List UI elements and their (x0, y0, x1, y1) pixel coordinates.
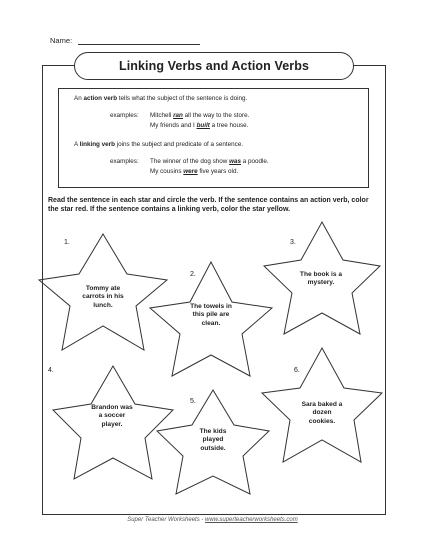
star-number: 2. (190, 271, 196, 278)
example-text: Mitchell (150, 112, 174, 119)
star-number: 6. (294, 367, 300, 374)
definition-text: tells what the subject of the sentence is doing. (117, 95, 248, 102)
definition-text: A (74, 141, 80, 148)
action-examples-label: examples: (110, 112, 139, 119)
example-text: The winner of the dog show (150, 158, 230, 165)
star-number: 3. (290, 239, 296, 246)
footer-link[interactable]: www.superteacherworksheets.com (205, 517, 298, 523)
star-sentence: Tommy ate carrots in his lunch. (82, 285, 124, 309)
star-sentence: The kids played outside. (199, 428, 227, 452)
definition-text: joins the subject and predicate of a sentence. (114, 141, 244, 148)
example-text: a poodle. (241, 158, 269, 165)
star-number: 1. (64, 239, 70, 246)
example-text: My friends and I (150, 122, 197, 129)
example-verb: were (183, 168, 198, 175)
footer (0, 517, 425, 523)
linking-examples-label: examples: (110, 158, 139, 165)
linking-verb-term: linking verb (79, 141, 115, 148)
star-sentence: The towels in this pile are clean. (190, 303, 232, 327)
example-verb: ran (173, 112, 183, 119)
footer-separator: - (199, 517, 206, 523)
definition-text: An (74, 95, 84, 102)
star-number: 5. (190, 398, 196, 405)
action-verb-term: action verb (83, 95, 118, 102)
star-sentence: Brandon was a soccer player. (91, 404, 133, 428)
worksheet-title: Linking Verbs and Action Verbs (74, 52, 354, 80)
star-number: 4. (48, 367, 54, 374)
example-text: five years old. (197, 168, 239, 175)
example-verb: was (229, 158, 242, 165)
example-text: all the way to the store. (182, 112, 250, 119)
footer-brand: Super Teacher Worksheets (127, 517, 200, 523)
star-sentence: Sara baked a dozen cookies. (301, 401, 343, 425)
example-text: My cousins (150, 168, 184, 175)
star-sentence: The book is a mystery. (299, 271, 343, 287)
example-text: a tree house. (209, 122, 249, 129)
name-label: Name: (50, 36, 73, 45)
instructions: Read the sentence in each star and circle the verb. If the sentence contains an action verb, color the star red. If the sentence contains a linking verb, color the star yellow. (48, 197, 369, 214)
example-verb: built (196, 122, 210, 129)
